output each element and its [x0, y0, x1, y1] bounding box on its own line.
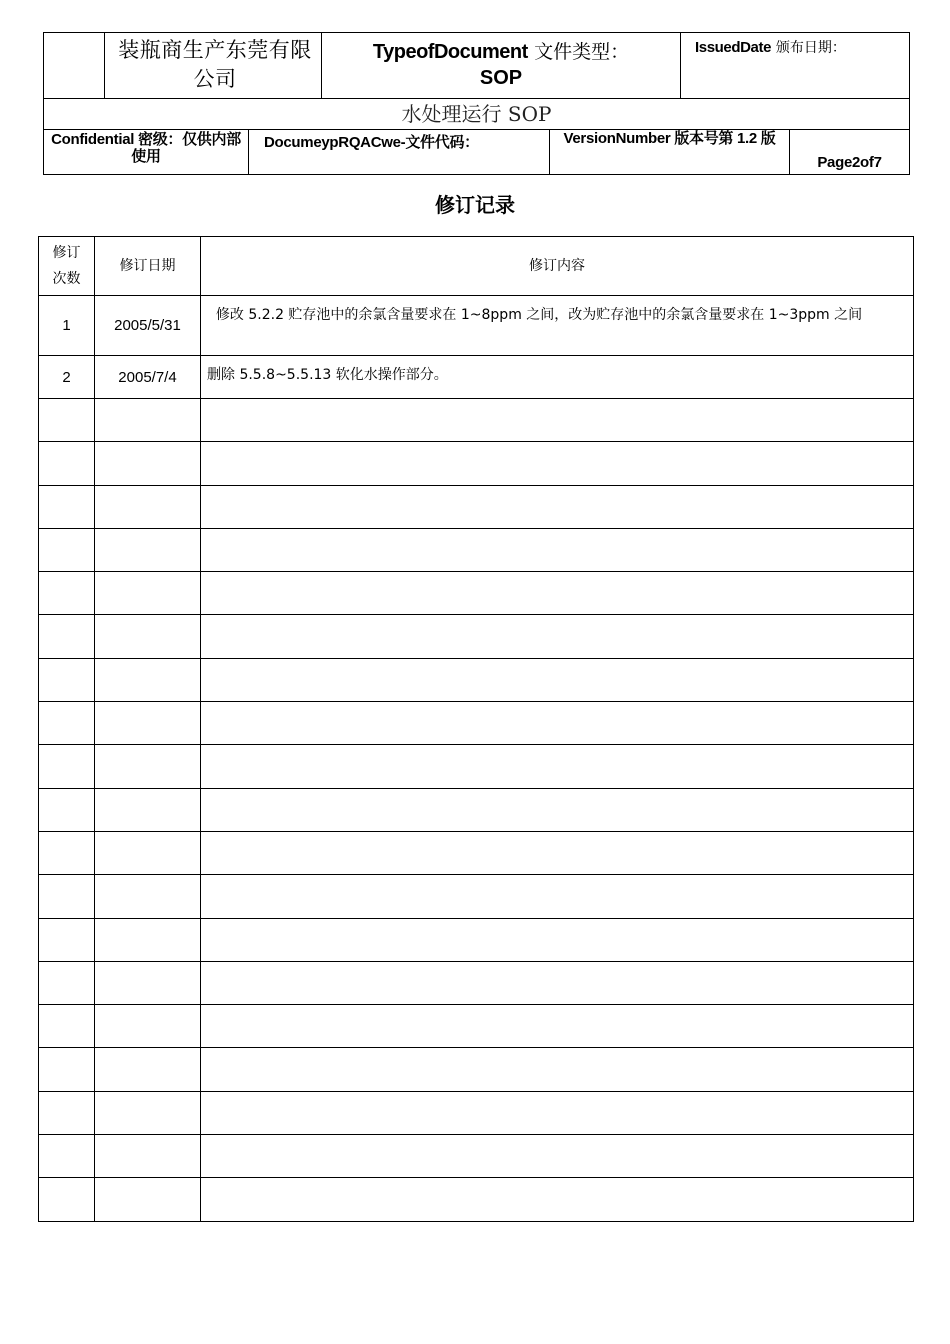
revision-content: [201, 572, 914, 615]
revision-content: [201, 1135, 914, 1178]
table-row-empty: [39, 875, 914, 918]
table-row: [39, 356, 914, 399]
column-header-date: 修订日期: [95, 237, 201, 296]
table-row-empty: [39, 485, 914, 528]
revision-date: [95, 615, 201, 658]
revision-content: [201, 788, 914, 831]
revision-no: [39, 745, 95, 788]
logo-cell: [44, 33, 105, 98]
revision-date: 2005/5/31: [95, 296, 201, 356]
revision-content: [201, 702, 914, 745]
revision-content: [201, 1091, 914, 1134]
revision-content: [201, 1005, 914, 1048]
revision-date: [95, 745, 201, 788]
revision-date: [95, 1048, 201, 1091]
revision-no: [39, 875, 95, 918]
revision-content: [201, 1048, 914, 1091]
section-title: 修订记录: [435, 193, 515, 217]
revision-content: [201, 442, 914, 485]
document-code-label: DocumeypRQACwe-文件代码：: [249, 130, 550, 174]
table-row-empty: [39, 961, 914, 1004]
header-row-1: [44, 33, 909, 99]
revision-content: [201, 399, 914, 442]
document-header: [43, 32, 910, 175]
revision-no: [39, 1048, 95, 1091]
table-row-empty: [39, 528, 914, 571]
revision-no: [39, 442, 95, 485]
table-header-row: [39, 237, 914, 296]
revision-date: [95, 658, 201, 701]
column-header-no-text: 修订 次数: [52, 245, 81, 287]
revision-no: [39, 528, 95, 571]
revision-table-body: [39, 296, 914, 1222]
revision-no: [39, 1135, 95, 1178]
table-row-empty: [39, 702, 914, 745]
revision-content: [201, 528, 914, 571]
document-type-value: SOP: [479, 67, 523, 89]
revision-content: [201, 875, 914, 918]
revision-date: [95, 875, 201, 918]
revision-date: [95, 831, 201, 874]
page-number: Page2of7: [817, 154, 882, 171]
revision-date: [95, 572, 201, 615]
revision-no: [39, 831, 95, 874]
revision-content: 删除 5.5.8~5.5.13 软化水操作部分。: [201, 356, 914, 399]
revision-no: [39, 1178, 95, 1221]
revision-no: [39, 572, 95, 615]
revision-date: [95, 485, 201, 528]
document-title: 水处理运行 SOP: [44, 99, 909, 130]
revision-no: [39, 485, 95, 528]
revision-no: [39, 399, 95, 442]
revision-date: [95, 528, 201, 571]
column-header-no: [39, 237, 95, 296]
revision-no: [39, 615, 95, 658]
column-header-content: 修订内容: [201, 237, 914, 296]
revision-date: [95, 702, 201, 745]
revision-no: [39, 1005, 95, 1048]
table-row-empty: [39, 918, 914, 961]
revision-date: [95, 1091, 201, 1134]
revision-no: 2: [39, 356, 95, 399]
table-row: [39, 296, 914, 356]
table-row-empty: [39, 658, 914, 701]
document-type-cell: [322, 33, 681, 98]
revision-content: [201, 615, 914, 658]
issued-date-cell: [681, 33, 909, 98]
revision-date: [95, 1135, 201, 1178]
revision-date: [95, 918, 201, 961]
table-row-empty: [39, 1091, 914, 1134]
revision-content: [201, 658, 914, 701]
revision-date: 2005/7/4: [95, 356, 201, 399]
revision-content: 修改 5.2.2 贮存池中的余氯含量要求在 1~8ppm 之间，改为贮存池中的余氯含量要求在 1~3ppm 之间: [201, 296, 914, 356]
revision-no: [39, 961, 95, 1004]
revision-content: [201, 961, 914, 1004]
company-name: 装瓶商生产东莞有限公司: [105, 33, 322, 98]
table-row-empty: [39, 788, 914, 831]
revision-no: [39, 658, 95, 701]
revision-no: [39, 702, 95, 745]
version-number: VersionNumber 版本号第 1.2 版: [550, 130, 790, 174]
revision-content: [201, 831, 914, 874]
issued-date-label-cn: 颁布日期：: [775, 40, 846, 56]
revision-content: [201, 485, 914, 528]
revision-date: [95, 1005, 201, 1048]
revision-content: [201, 1178, 914, 1221]
table-row-empty: [39, 1135, 914, 1178]
revision-date: [95, 399, 201, 442]
document-type-label-cn: 文件类型：: [534, 41, 630, 63]
table-row-empty: [39, 745, 914, 788]
revision-date: [95, 1178, 201, 1221]
revision-content: [201, 918, 914, 961]
issued-date-label-en: IssuedDate: [695, 39, 772, 56]
revision-table: [38, 236, 914, 1222]
revision-content: [201, 745, 914, 788]
header-row-3: [44, 130, 909, 174]
table-row-empty: [39, 399, 914, 442]
revision-no: 1: [39, 296, 95, 356]
document-type-label-en: TypeofDocument: [372, 41, 528, 63]
table-row-empty: [39, 1005, 914, 1048]
revision-no: [39, 788, 95, 831]
table-row-empty: [39, 572, 914, 615]
table-row-empty: [39, 615, 914, 658]
table-row-empty: [39, 831, 914, 874]
confidential-label: Confidential 密级：仅供内部使用: [44, 130, 249, 174]
revision-date: [95, 788, 201, 831]
table-row-empty: [39, 1048, 914, 1091]
revision-date: [95, 442, 201, 485]
revision-date: [95, 961, 201, 1004]
revision-no: [39, 918, 95, 961]
table-row-empty: [39, 442, 914, 485]
table-row-empty: [39, 1178, 914, 1221]
revision-no: [39, 1091, 95, 1134]
